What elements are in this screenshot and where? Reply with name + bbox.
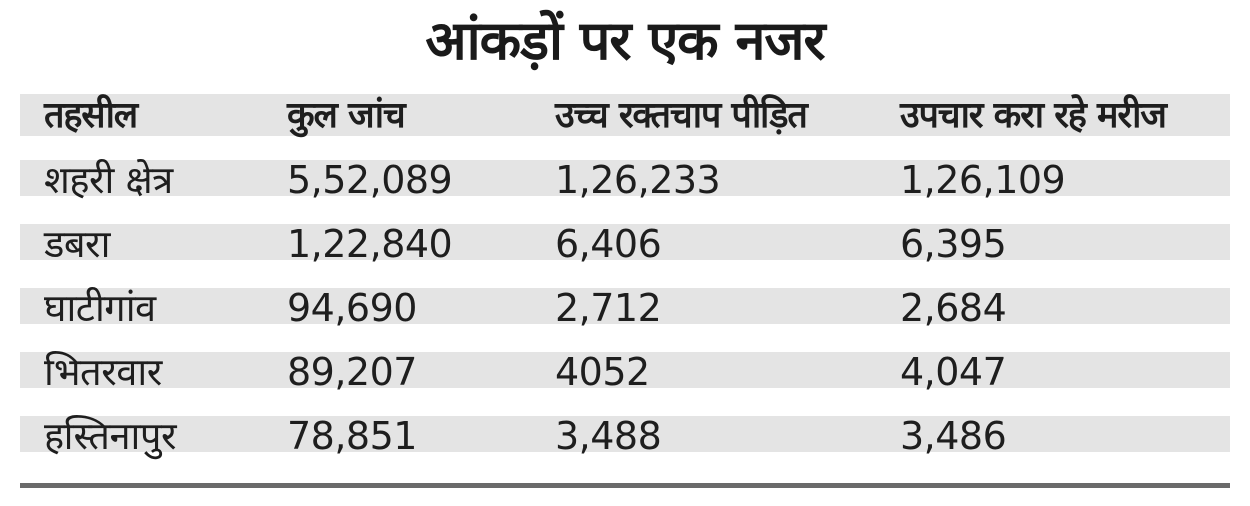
cell-hypertension-patients: 2,712 <box>555 286 662 330</box>
header-patients-under-treatment: उपचार करा रहे मरीज <box>900 95 1166 136</box>
cell-patients-under-treatment: 4,047 <box>900 350 1007 394</box>
header-hypertension-patients: उच्च रक्तचाप पीड़ित <box>555 95 807 136</box>
cell-hypertension-patients: 6,406 <box>555 222 662 266</box>
cell-total-tests: 78,851 <box>287 414 417 458</box>
table-row <box>20 222 1230 266</box>
cell-total-tests: 94,690 <box>287 286 417 330</box>
cell-tehsil: डबरा <box>44 222 110 266</box>
cell-tehsil: हस्तिनापुर <box>44 414 177 458</box>
table-row <box>20 414 1230 458</box>
header-tehsil: तहसील <box>44 95 137 136</box>
cell-tehsil: भितरवार <box>44 350 162 394</box>
cell-total-tests: 5,52,089 <box>287 158 453 202</box>
table-row <box>20 286 1230 330</box>
cell-hypertension-patients: 3,488 <box>555 414 662 458</box>
cell-patients-under-treatment: 1,26,109 <box>900 158 1066 202</box>
page-title: आंकड़ों पर एक नजर <box>425 9 825 72</box>
cell-patients-under-treatment: 2,684 <box>900 286 1007 330</box>
cell-patients-under-treatment: 6,395 <box>900 222 1007 266</box>
cell-tehsil: शहरी क्षेत्र <box>44 158 173 202</box>
header-total-tests: कुल जांच <box>287 95 405 136</box>
table-row <box>20 350 1230 394</box>
bottom-divider <box>20 483 1230 488</box>
cell-tehsil: घाटीगांव <box>44 286 156 330</box>
cell-total-tests: 89,207 <box>287 350 417 394</box>
table-row <box>20 158 1230 202</box>
cell-hypertension-patients: 1,26,233 <box>555 158 721 202</box>
cell-patients-under-treatment: 3,486 <box>900 414 1007 458</box>
cell-total-tests: 1,22,840 <box>287 222 453 266</box>
cell-hypertension-patients: 4052 <box>555 350 650 394</box>
data-table <box>20 94 1230 480</box>
table-header-row <box>20 94 1230 136</box>
